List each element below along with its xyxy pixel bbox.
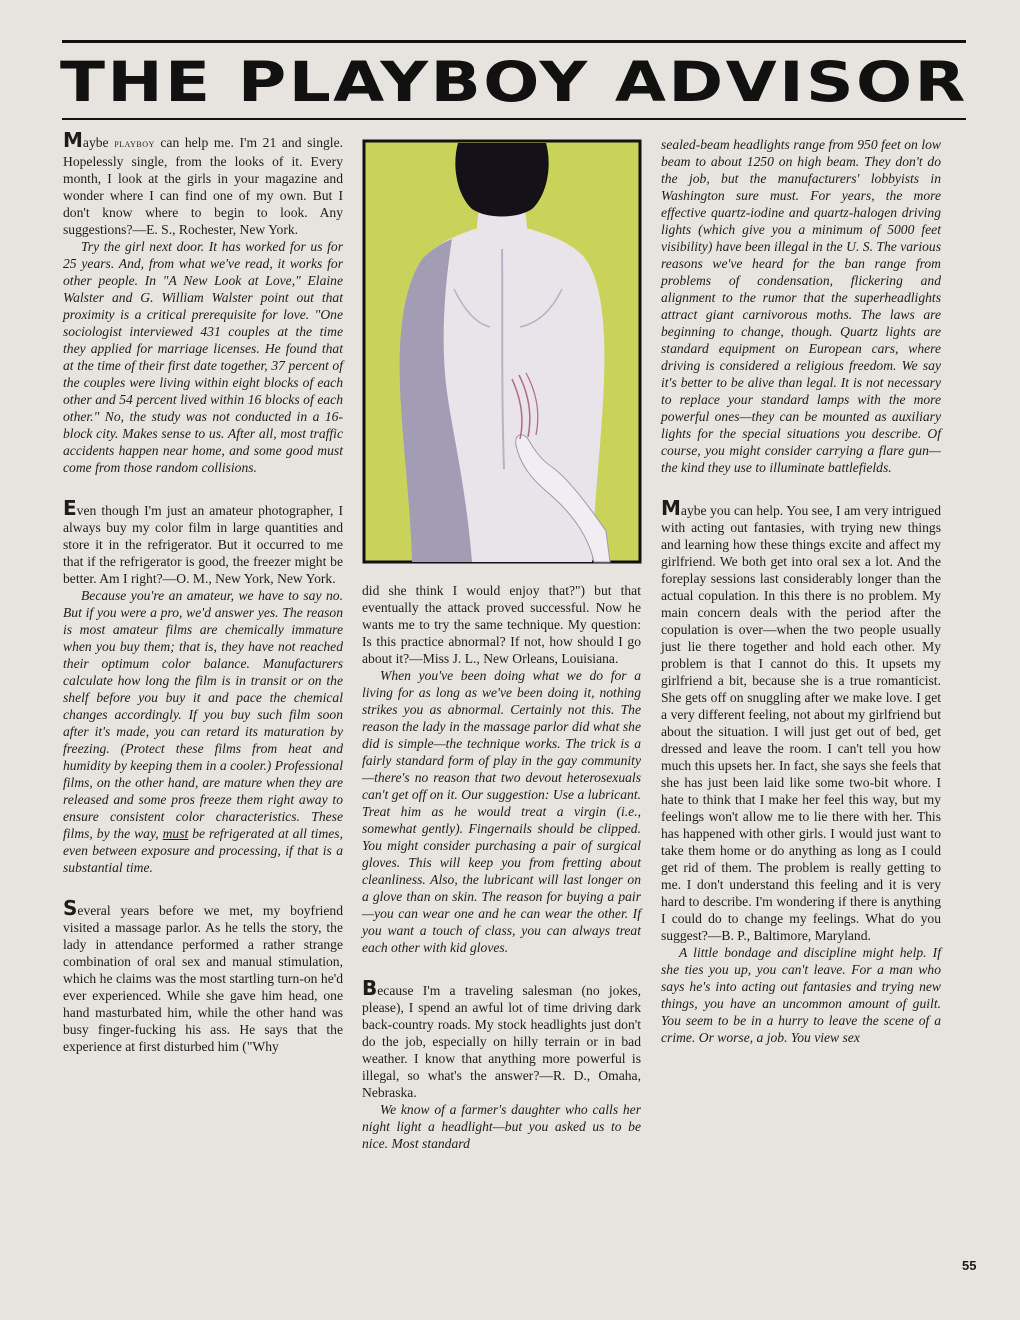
answer-4-continued: sealed-beam headlights range from 950 feet on low beam to about 1250 on high beam. They don't do the job, but the manufacturers' lobbyists in Washington sure must. For years, the more effective quartz-iodine and quartz-halogen driving lights (which give you a minimum of 5000 feet visibility) have been illegal in the U. S. The various reasons we've heard for the ban range from problems of condensation, flickering and alignment to the rumor that the superheadlights attract giant carnivorous moths. The laws are beginning to change, though. Quartz lights are standard equipment on European cars, where driving is considered a religious freedom. We say it's better to be alive than legal. It is not necessary to replace your standard lamps with the more powerful ones—they can be mounted as auxiliary lights for the special situations you describe. Of course, you might consider carrying a flare gun—the kind they use to illuminate battlefields.: [661, 137, 941, 475]
magazine-name: playboy: [114, 138, 155, 150]
initial-letter: S: [63, 896, 78, 920]
answer-2: [63, 587, 343, 876]
letter-text: ecause I'm a traveling salesman (no jokes, please), I spend an awful lot of time driving dark back-country roads. My stock headlights just don't do the job, especially on hilly terrain or in bad weather. I know that anything more powerful is illegal, so what's the answer?—R. D., Omaha, Nebraska.: [362, 983, 641, 1100]
top-rule: [62, 40, 966, 43]
letter-text: can help me. I'm 21 and single. Hopelessly single, from the looks of it. Every month, I look at the girls in your magazine and wonder where I can find one of my own. But I don't know where to begin to look. Any suggestions?—E. S., Rochester, New York.: [63, 135, 344, 237]
underlined-word: must: [162, 826, 189, 841]
answer-5: A little bondage and discipline might help. If she ties you up, you can't leave. For a man who says he's into acting out fantasies and trying new things, you have an uncommon amount of guilt. You seem to be in a hurry to leave the scene of a crime. Or worse, a job. You view sex: [661, 945, 941, 1045]
answer-text: be refrigerated at all times, even between exposure and processing, if that is a substantial time.: [63, 826, 343, 875]
letter-1: [63, 128, 344, 238]
letter-3: [63, 896, 343, 1055]
letter-3-continued: did she think I would enjoy that?") but that eventually the attack proved successful. Now he wants me to try the same technique. My question: Is this practice abnormal? If not, how should I go about it?—Miss J. L., New Orleans, Louisiana.: [362, 583, 641, 666]
column-middle: [362, 582, 641, 1152]
letter-4: [362, 976, 641, 1101]
answer-text: Because you're an amateur, we have to say no. But if you were a pro, we'd answer yes. The reason is most amateur films are chemically immature when you buy them; that is, they have not reached their optimum color balance. Manufacturers calculate how long the film is in transit or on the shelf before you buy it and pace the chemical changes accordingly. If you buy such film soon after it's made, you can retard its maturation by freezing. (Protect these films from heat and humidity by keeping them in a cooler.) Professional films, on the other hand, are mature when they are released and some pros freeze them right away to ensure consistent color characteristics. These films, by the way,: [63, 588, 343, 841]
column-right: [661, 136, 941, 1046]
initial-letter: M: [661, 496, 681, 520]
answer-4: We know of a farmer's daughter who calls her night light a headlight—but you asked us to be nice. Most standard: [362, 1102, 641, 1151]
illustration: [362, 139, 642, 564]
letter-text: aybe you can help. You see, I am very intrigued with acting out fantasies, with trying new things and learning how these things excite and affect my girlfriend. We both get into oral sex a lot. And the foreplay sessions last considerably longer than the actual copulation. In this there is no problem. My main concern deals with the period after the copulation is over—when the two people usually just lie there together and hold each other. My problem is that I cannot do this. It upsets my girlfriend a bit, because she is a true romanticist. She gets off on snuggling after we make love. I get a very different feeling, not about my girlfriend but about the situation. I will just get out of bed, get dressed and leave the room. I can't tell you how much this upsets her. In fact, she says she feels that she has just been laid like some two-bit whore. I hate to think that I make her feel this way, but my feelings won't allow me to lie there with her. This has happened with other girls. I would just want to take them home or do anything as long as I could get rid of them. The problem is really getting to me. I don't understand this feeling and it is very hard to describe. I'm wondering if there is anything I could do to change my feelings. What do you suggest?—B. P., Baltimore, Maryland.: [661, 503, 941, 943]
initial-letter: M: [63, 128, 83, 152]
initial-letter: B: [362, 976, 378, 1000]
letter-5: [661, 496, 941, 944]
letter-text: everal years before we met, my boyfriend visited a massage parlor. As he tells the story, the lady in attendance performed a rather strange combination of oral sex and manual stimulation, which he claims was the most startling turn-on he'd ever experienced. While she gave him head, one hand masturbated him, while the other hand was busy finger-fucking his ass. He says that the experience at first disturbed him ("Why: [63, 903, 343, 1054]
letter-2: [63, 496, 343, 587]
column-left: [63, 128, 344, 1055]
answer-3: When you've been doing what we do for a living for as long as we've been doing it, nothing strikes you as abnormal. Certainly not this. The reason the lady in the massage parlor did what she did is simple—the technique works. The trick is a fairly standard form of play in the gay community—there's no reason that two devout heterosexuals can't get off on it. Our suggestion: Use a lubricant. Treat him as he would treat a virgin (i.e., somewhat gently). Fingernails should be clipped. You might consider purchasing a pair of surgical gloves. This will keep you from fretting about cleanliness. Also, the lubricant will last longer on a glove than on skin. The reason for buying a pair—you can wear one and he can wear the other. If you want a touch of class, you can always treat each other with kid gloves.: [362, 668, 641, 955]
letter-text: aybe: [82, 135, 115, 150]
answer-1: Try the girl next door. It has worked for us for 25 years. And, from what we've read, it works for other people. In "A New Look at Love," Elaine Walster and G. William Walster point out that proximity is a critical prerequisite for love. "One sociologist interviewed 431 couples at the time they applied for marriage licenses. He found that at the time of their first date together, 37 percent of the couples were living within eight blocks of each other and 54 percent lived within 16 blocks of each other." No, the study was not conducted in a 16-block city. Makes sense to us. After all, most traffic accidents happen near home, and some good must come from those random collisions.: [63, 239, 343, 475]
page-number: 55: [962, 1258, 977, 1273]
illustration-embrace-back-icon: [362, 139, 642, 564]
page-title: THE PLAYBOY ADVISOR: [60, 50, 968, 114]
letter-text: ven though I'm just an amateur photographer, I always buy my color film in large quantities and store it in the refrigerator. But it occurred to me that if the refrigerator is good, the freezer might be better. Am I right?—O. M., New York, New York.: [63, 503, 343, 586]
title-rule: [62, 118, 966, 120]
initial-letter: E: [63, 496, 77, 520]
